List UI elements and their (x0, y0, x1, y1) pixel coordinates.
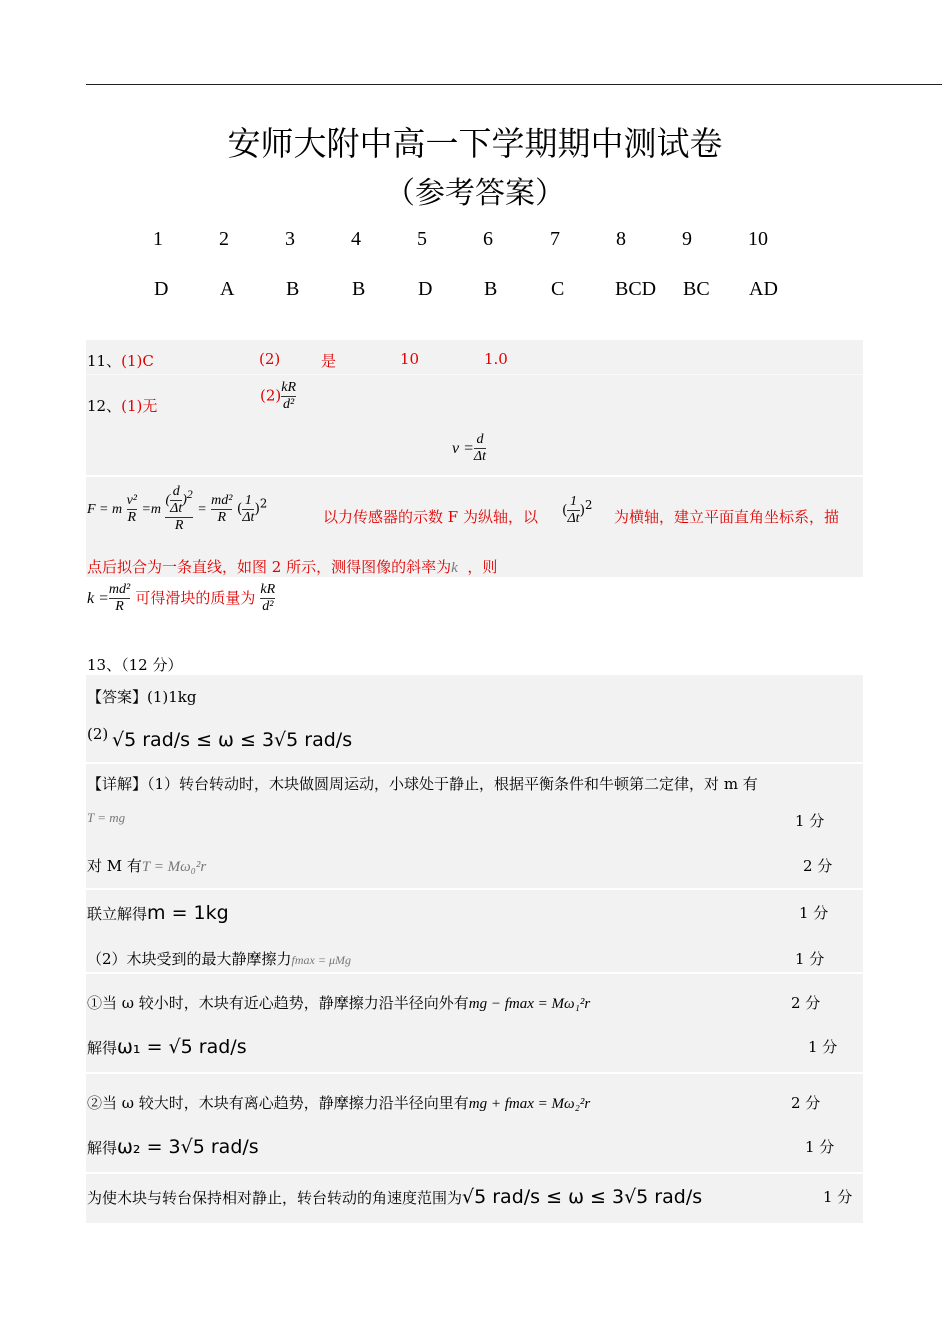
question-number: 7 (550, 228, 560, 250)
q12-text-2: 为横轴，建立平面直角坐标系，描 (614, 508, 840, 526)
score-2: 2 分 (803, 857, 833, 875)
eq-8: ω₂ = 3√5 rad/s (117, 1136, 259, 1158)
q12-label: 12、 (87, 397, 122, 415)
eq-7: mg + fmax = Mω₂²r (468, 1096, 591, 1112)
q12-text-5: 可得滑块的质量为 (135, 589, 256, 607)
eq-4: fmax = μMg (291, 953, 351, 967)
score-9: 1 分 (823, 1188, 853, 1206)
md2: md² (211, 492, 233, 508)
eq-1: T = mg (87, 810, 126, 825)
score-8: 1 分 (805, 1138, 835, 1156)
page-title: 安师大附中高一下学期期中测试卷 (227, 124, 723, 163)
q13-answer-2-label: (2) (87, 725, 109, 743)
dt: Δt (242, 509, 255, 525)
q12-answer-1: (1)无 (121, 397, 158, 415)
q12-text-4: ，则 (467, 558, 498, 576)
v-lhs: v = (452, 440, 474, 457)
F-formula: F = m $\frac{\text{v²}}{R}$ =m ( $\frac{d}{\Delta t}$ )$^2$ R = $\frac{\text{md²}}{R}$ ( $\frac{1}{\Delta t}$ )$^2$ (87, 484, 268, 533)
answer-letter: A (220, 278, 235, 300)
md2: md² (108, 582, 131, 597)
eq-9-text: 为使木块与转台保持相对静止，转台转动的角速度范围为 (87, 1189, 463, 1207)
q11-row (87, 350, 154, 371)
v2: v² (126, 492, 137, 508)
score-7: 2 分 (791, 1094, 821, 1112)
q12-part2-label: (2) (260, 386, 282, 405)
eq-4-text: （2）木块受到的最大静摩擦力 (87, 950, 292, 968)
score-3: 1 分 (799, 904, 829, 922)
eq-5-text: ①当 ω 较小时，木块有近心趋势，静摩擦力沿半径向外有 (87, 994, 469, 1012)
question-number: 8 (616, 228, 626, 250)
inverse-dt-squared: ( $\frac{1}{\Delta t}$ )$^2$ (562, 494, 593, 526)
R: R (127, 509, 137, 525)
dt: Δt (567, 511, 580, 526)
eq-9: √5 rad/s ≤ ω ≤ 3√5 rad/s (462, 1186, 703, 1208)
q12-text-1: 以力传感器的示数 F 为纵轴，以 (323, 508, 538, 526)
question-number: 3 (285, 228, 295, 250)
question-number: 10 (748, 228, 768, 250)
answer-letter: AD (749, 278, 778, 300)
answer-letter: BC (683, 278, 710, 300)
q13-answer-2: √5 rad/s ≤ ω ≤ 3√5 rad/s (112, 729, 353, 751)
answer-letter: D (418, 278, 433, 300)
answer-letter: B (484, 278, 498, 300)
q12-line-4 (87, 582, 275, 615)
v-den: Δt (473, 449, 487, 464)
question-number: 2 (219, 228, 229, 250)
question-number: 5 (417, 228, 427, 250)
sq: 2 (585, 497, 593, 512)
score-5: 2 分 (791, 994, 821, 1012)
one: 1 (570, 494, 578, 509)
q11-answer-2c: 1.0 (484, 350, 508, 368)
k: k (451, 560, 458, 576)
answer-letter: D (154, 278, 169, 300)
eq-7-text: ②当 ω 较大时，木块有离心趋势，静摩擦力沿半径向里有 (87, 1094, 469, 1112)
v-num: d (476, 432, 484, 447)
eq-3-text: 联立解得 (87, 905, 148, 923)
question-number: 6 (483, 228, 493, 250)
R: R (174, 518, 184, 533)
top-rule (86, 84, 942, 85)
R: R (217, 509, 227, 525)
answer-letter: B (286, 278, 300, 300)
question-number: 9 (682, 228, 692, 250)
answer-letter: C (551, 278, 565, 300)
question-number: 1 (153, 228, 163, 250)
d: d (172, 484, 180, 499)
eq-2: T = Mω₀²r (141, 859, 207, 875)
m: m (150, 502, 162, 517)
dt: Δt (170, 501, 183, 516)
k-lhs: k = (87, 590, 109, 607)
frac-num: kR (281, 380, 297, 395)
eq: = (141, 502, 151, 517)
F-lhs: F = m (87, 502, 123, 517)
v-formula (452, 432, 486, 465)
answer-letter: BCD (615, 278, 657, 300)
q12-row (87, 395, 157, 416)
score-1: 1 分 (795, 812, 825, 830)
q11-answer-1: (1)C (121, 352, 154, 370)
q11-label: 11、 (87, 352, 122, 370)
sq: 2 (186, 488, 193, 502)
one: 1 (244, 492, 252, 508)
eq-3: m = 1kg (147, 902, 229, 924)
frac-num: kR (260, 582, 276, 597)
R: R (115, 599, 124, 614)
q11-answer-2b: 10 (400, 350, 420, 368)
eq-6-text: 解得 (87, 1039, 118, 1057)
page-subtitle: （参考答案） (385, 176, 565, 211)
q12-text-3: 点后拟合为一条直线，如图 2 所示，测得图像的斜率为 (87, 558, 452, 576)
score-6: 1 分 (808, 1038, 838, 1056)
answer-letter: B (352, 278, 366, 300)
eq-6: ω₁ = √5 rad/s (117, 1036, 247, 1058)
frac-den: d² (283, 397, 295, 412)
q13-detail: 【详解】（1）转台转动时，木块做圆周运动，小球处于静止，根据平衡条件和牛顿第二定律，对 m 有 (87, 775, 758, 793)
eq-2-text: 对 M 有 (87, 857, 142, 875)
eq-8-text: 解得 (87, 1139, 118, 1157)
score-4: 1 分 (795, 950, 825, 968)
q11-part2-label: (2) (259, 350, 281, 368)
question-number: 4 (351, 228, 361, 250)
frac-den: d² (262, 599, 274, 614)
q12-answer-2 (260, 380, 296, 413)
sq: 2 (259, 496, 268, 511)
q13-label: 13、（12 分） (87, 656, 183, 674)
eq-5: mg − fmax = Mω₁²r (468, 996, 591, 1012)
q12-line-3 (87, 556, 497, 577)
q13-answer-1: 【答案】(1)1kg (87, 688, 197, 706)
q11-answer-2a: 是 (321, 352, 337, 370)
